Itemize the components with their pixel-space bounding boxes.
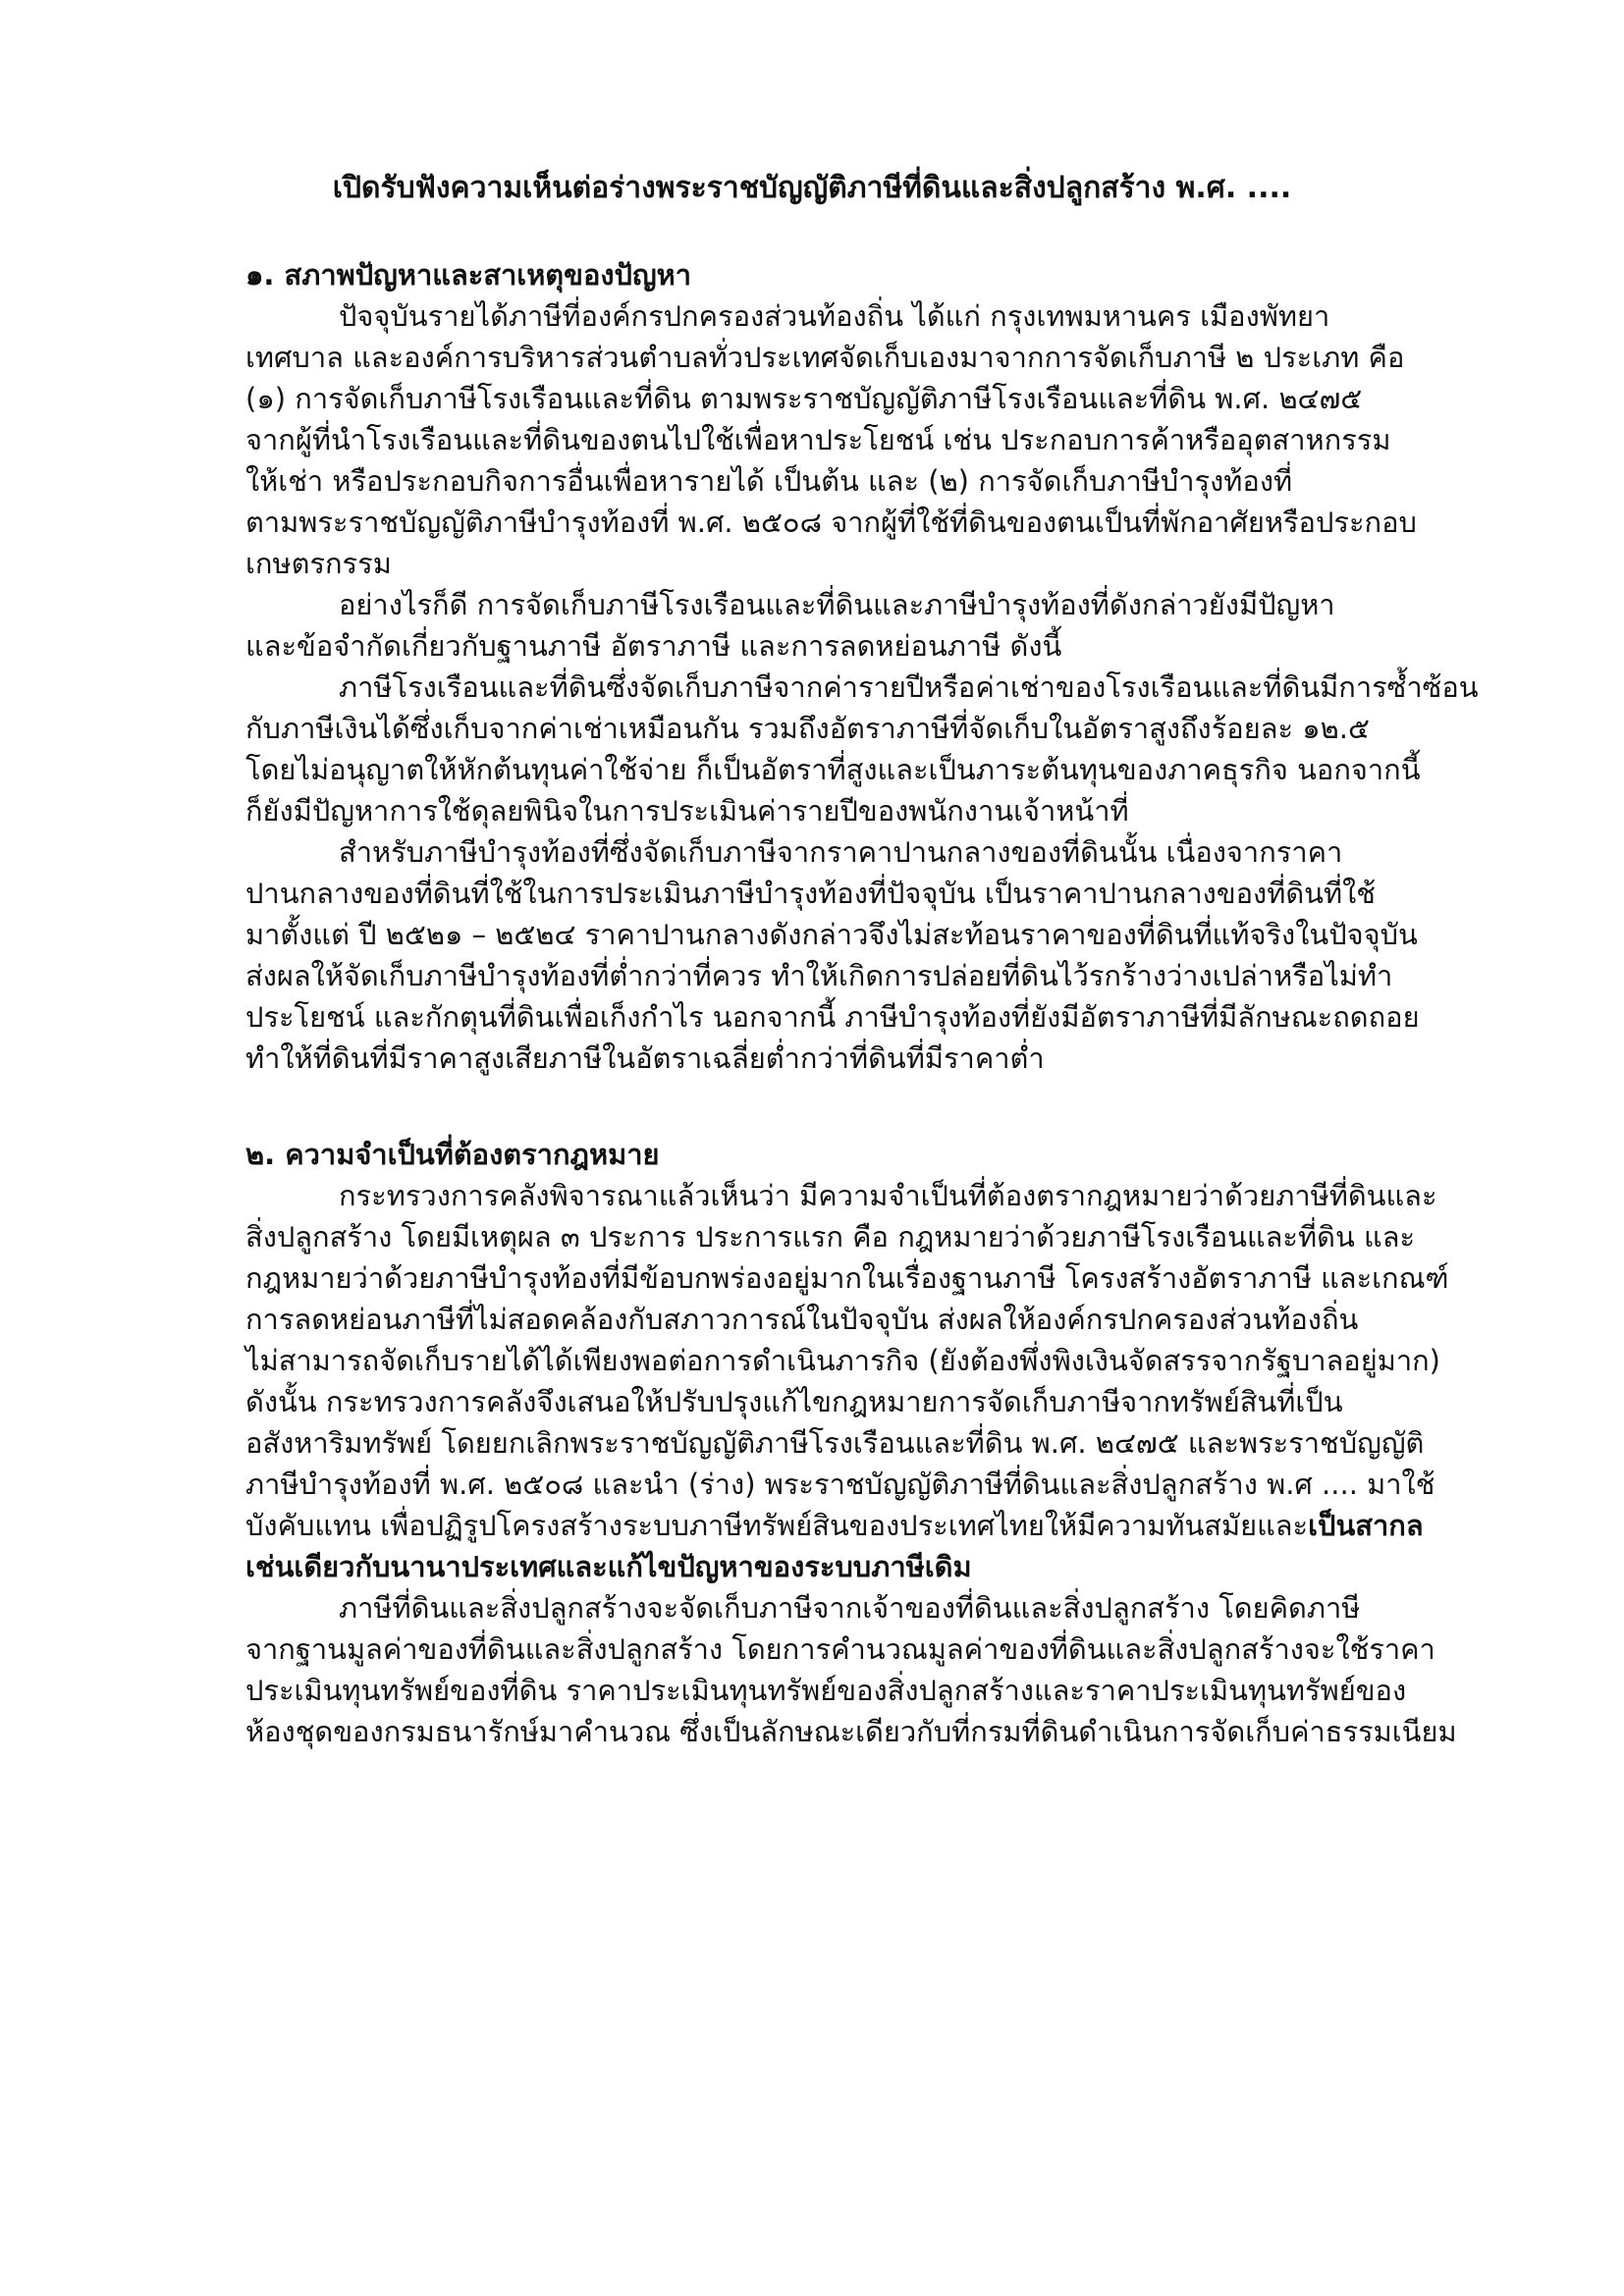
paragraph-line: ปานกลางของที่ดินที่ใช้ในการประเมินภาษีบำรุงท้องที่ปัจจุบัน เป็นราคาปานกลางของที่ดินที่ใช้ bbox=[245, 877, 1376, 910]
section-2-heading: ๒. ความจำเป็นที่ต้องตรากฎหมาย bbox=[245, 1138, 660, 1171]
paragraph-line bbox=[245, 1506, 1424, 1545]
paragraph-line: มาตั้งแต่ ปี ๒๕๒๑ – ๒๕๒๔ ราคาปานกลางดังกล่าวจึงไม่สะท้อนราคาของที่ดินที่แท้จริงในปัจจุบัน bbox=[245, 918, 1418, 951]
paragraph-line: โดยไม่อนุญาตให้หักต้นทุนค่าใช้จ่าย ก็เป็นอัตราที่สูงและเป็นภาระต้นทุนของภาคธุรกิจ นอกจากนี้ bbox=[245, 753, 1421, 786]
paragraph-line: ให้เช่า หรือประกอบกิจการอื่นเพื่อหารายได้ เป็นต้น และ (๒) การจัดเก็บภาษีบำรุงท้องที่ bbox=[245, 464, 1293, 498]
paragraph-line: เทศบาล และองค์การบริหารส่วนตำบลทั่วประเทศจัดเก็บเองมาจากการจัดเก็บภาษี ๒ ประเภท คือ bbox=[245, 341, 1405, 374]
paragraph-line: สิ่งปลูกสร้าง โดยมีเหตุผล ๓ ประการ ประการแรก คือ กฎหมายว่าด้วยภาษีโรงเรือนและที่ดิน และ bbox=[245, 1220, 1416, 1254]
paragraph-line: ห้องชุดของกรมธนารักษ์มาคำนวณ ซึ่งเป็นลักษณะเดียวกับที่กรมที่ดินดำเนินการจัดเก็บค่าธรรมเนียม bbox=[245, 1715, 1457, 1748]
paragraph-line: การลดหย่อนภาษีที่ไม่สอดคล้องกับสภาวการณ์ในปัจจุบัน ส่งผลให้องค์กรปกครองส่วนท้องถิ่น bbox=[245, 1303, 1359, 1336]
paragraph-line: ไม่สามารถจัดเก็บรายได้ได้เพียงพอต่อการดำเนินภารกิจ (ยังต้องพึ่งพิงเงินจัดสรรจากรัฐบาลอยู่มาก) bbox=[245, 1344, 1440, 1377]
paragraph-line: ภาษีโรงเรือนและที่ดินซึ่งจัดเก็บภาษีจากค่ารายปีหรือค่าเช่าของโรงเรือนและที่ดินมีการซ้ำซ้อน bbox=[339, 670, 1479, 704]
paragraph-line: กฎหมายว่าด้วยภาษีบำรุงท้องที่มีข้อบกพร่องอยู่มากในเรื่องฐานภาษี โครงสร้างอัตราภาษี และเกณฑ์ bbox=[245, 1261, 1449, 1295]
paragraph-line: อย่างไรก็ดี การจัดเก็บภาษีโรงเรือนและที่ดินและภาษีบำรุงท้องที่ดังกล่าวยังมีปัญหา bbox=[339, 588, 1335, 621]
paragraph-line: (๑) การจัดเก็บภาษีโรงเรือนและที่ดิน ตามพระราชบัญญัติภาษีโรงเรือนและที่ดิน พ.ศ. ๒๔๗๕ bbox=[245, 382, 1363, 415]
section-1-heading: ๑. สภาพปัญหาและสาเหตุของปัญหา bbox=[245, 258, 692, 292]
paragraph-line: สำหรับภาษีบำรุงท้องที่ซึ่งจัดเก็บภาษีจากราคาปานกลางของที่ดินนั้น เนื่องจากราคา bbox=[339, 835, 1343, 869]
paragraph-line: ส่งผลให้จัดเก็บภาษีบำรุงท้องที่ต่ำกว่าที่ควร ทำให้เกิดการปล่อยที่ดินไว้รกร้างว่างเปล่าหรือไม่ทำ bbox=[245, 959, 1393, 992]
emphasis-text: เป็นสากล bbox=[1308, 1509, 1424, 1542]
paragraph-line: ปัจจุบันรายได้ภาษีที่องค์กรปกครองส่วนท้องถิ่น ได้แก่ กรุงเทพมหานคร เมืองพัทยา bbox=[339, 299, 1330, 333]
paragraph-line: อสังหาริมทรัพย์ โดยยกเลิกพระราชบัญญัติภาษีโรงเรือนและที่ดิน พ.ศ. ๒๔๗๕ และพระราชบัญญัติ bbox=[245, 1426, 1425, 1460]
paragraph-line: ประโยชน์ และกักตุนที่ดินเพื่อเก็งกำไร นอกจากนี้ ภาษีบำรุงท้องที่ยังมีอัตราภาษีที่มีลักษณะถดถอย bbox=[245, 1000, 1420, 1034]
paragraph-line: กับภาษีเงินได้ซึ่งเก็บจากค่าเช่าเหมือนกัน รวมถึงอัตราภาษีที่จัดเก็บในอัตราสูงถึงร้อยละ ๑๒.๕ bbox=[245, 712, 1370, 745]
paragraph-line: จากฐานมูลค่าของที่ดินและสิ่งปลูกสร้าง โดยการคำนวณมูลค่าของที่ดินและสิ่งปลูกสร้างจะใช้ราคา bbox=[245, 1632, 1435, 1666]
paragraph-text: บังคับแทน เพื่อปฏิรูปโครงสร้างระบบภาษีทรัพย์สินของประเทศไทยให้มีความทันสมัยและ bbox=[245, 1509, 1309, 1542]
paragraph-line: ก็ยังมีปัญหาการใช้ดุลยพินิจในการประเมินค่ารายปีของพนักงานเจ้าหน้าที่ bbox=[245, 794, 1129, 828]
paragraph-line: ประเมินทุนทรัพย์ของที่ดิน ราคาประเมินทุนทรัพย์ของสิ่งปลูกสร้างและราคาประเมินทุนทรัพย์ของ bbox=[245, 1674, 1407, 1707]
paragraph-line: ดังนั้น กระทรวงการคลังจึงเสนอให้ปรับปรุงแก้ไขกฎหมายการจัดเก็บภาษีจากทรัพย์สินที่เป็น bbox=[245, 1385, 1343, 1418]
paragraph-line: จากผู้ที่นำโรงเรือนและที่ดินของตนไปใช้เพื่อหาประโยชน์ เช่น ประกอบการค้าหรืออุตสาหกรรม bbox=[245, 423, 1391, 456]
paragraph-line: ทำให้ที่ดินที่มีราคาสูงเสียภาษีในอัตราเฉลี่ยต่ำกว่าที่ดินที่มีราคาต่ำ bbox=[245, 1041, 1045, 1075]
paragraph-line: ตามพระราชบัญญัติภาษีบำรุงท้องที่ พ.ศ. ๒๕๐๘ จากผู้ที่ใช้ที่ดินของตนเป็นที่พักอาศัยหรือประกอบ bbox=[245, 506, 1417, 539]
paragraph-line: และข้อจำกัดเกี่ยวกับฐานภาษี อัตราภาษี และการลดหย่อนภาษี ดังนี้ bbox=[245, 629, 1062, 663]
document-title: เปิดรับฟังความเห็นต่อร่างพระราชบัญญัติภาษีที่ดินและสิ่งปลูกสร้าง พ.ศ. .... bbox=[332, 171, 1292, 205]
emphasis-line: เช่นเดียวกับนานาประเทศและแก้ไขปัญหาของระบบภาษีเดิม bbox=[245, 1550, 972, 1583]
paragraph-line: ภาษีบำรุงท้องที่ พ.ศ. ๒๕๐๘ และนำ (ร่าง) พระราชบัญญัติภาษีที่ดินและสิ่งปลูกสร้าง พ.ศ .... มาใช้ bbox=[245, 1468, 1435, 1501]
paragraph-line: ภาษีที่ดินและสิ่งปลูกสร้างจะจัดเก็บภาษีจากเจ้าของที่ดินและสิ่งปลูกสร้าง โดยคิดภาษี bbox=[339, 1591, 1361, 1625]
paragraph-line: กระทรวงการคลังพิจารณาแล้วเห็นว่า มีความจำเป็นที่ต้องตรากฎหมายว่าด้วยภาษีที่ดินและ bbox=[339, 1179, 1437, 1212]
paragraph-line: เกษตรกรรม bbox=[245, 547, 392, 580]
